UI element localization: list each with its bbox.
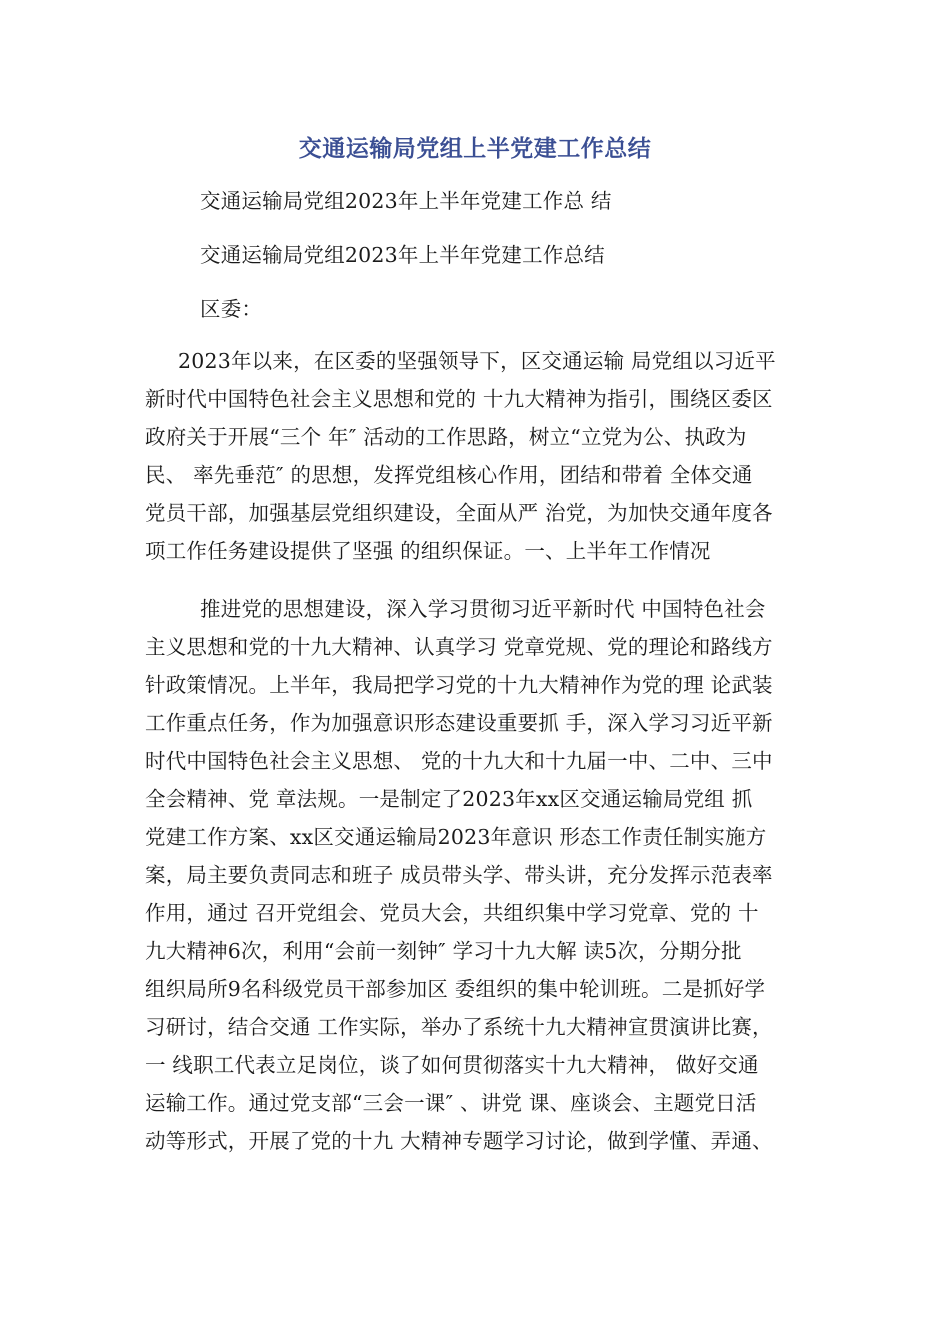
paragraph-line: 九大精神6次，利用“会前一刻钟″ 学习十九大解 读5次，分期分批 xyxy=(145,939,742,963)
paragraph-line: 案，局主要负责同志和班子 成员带头学、带头讲，充分发挥示范表率 xyxy=(145,863,773,887)
paragraph-line: 习研讨，结合交通 工作实际，举办了系统十九大精神宣贯演讲比赛， xyxy=(145,1015,773,1039)
paragraph-line: 项工作任务建设提供了坚强 的组织保证。一、上半年工作情况 xyxy=(145,539,711,563)
paragraph-line: 针政策情况。上半年，我局把学习党的十九大精神作为党的理 论武装 xyxy=(145,673,773,697)
paragraph-line: 运输工作。通过党支部“三会一课″ 、讲党 课、座谈会、主题党日活 xyxy=(145,1091,757,1115)
paragraph-line: 党建工作方案、xx区交通运输局2023年意识 形态工作责任制实施方 xyxy=(145,825,767,849)
paragraph-line: 党员干部，加强基层党组织建设，全面从严 治党，为加快交通年度各 xyxy=(145,501,773,525)
paragraph-line: 政府关于开展“三个 年″ 活动的工作思路，树立“立党为公、执政为 xyxy=(145,425,747,449)
paragraph-line: 组织局所9名科级党员干部参加区 委组织的集中轮训班。二是抓好学 xyxy=(145,977,766,1001)
subtitle-line: 交通运输局党组2023年上半年党建工作总结 xyxy=(200,243,605,267)
paragraph-line: 新时代中国特色社会主义思想和党的 十九大精神为指引，围绕区委区 xyxy=(145,387,773,411)
paragraph-line: 一 线职工代表立足岗位，谈了如何贯彻落实十九大精神， 做好交通 xyxy=(145,1053,759,1077)
paragraph-line: 民、 率先垂范″ 的思想，发挥党组核心作用，团结和带着 全体交通 xyxy=(145,463,753,487)
paragraph-line: 动等形式，开展了党的十九 大精神专题学习讨论，做到学懂、弄通、 xyxy=(145,1129,773,1153)
paragraph-line: 全会精神、党 章法规。一是制定了2023年xx区交通运输局党组 抓 xyxy=(145,787,753,811)
paragraph-line: 主义思想和党的十九大精神、认真学习 党章党规、党的理论和路线方 xyxy=(145,635,773,659)
paragraph-line: 时代中国特色社会主义思想、 党的十九大和十九届一中、二中、三中 xyxy=(145,749,773,773)
document-title: 交通运输局党组上半党建工作总结 xyxy=(298,136,652,162)
paragraph-line: 推进党的思想建设，深入学习贯彻习近平新时代 中国特色社会 xyxy=(200,597,766,621)
paragraph-line: 2023年以来，在区委的坚强领导下，区交通运输 局党组以习近平 xyxy=(178,349,776,373)
paragraph-line: 工作重点任务，作为加强意识形态建设重要抓 手，深入学习习近平新 xyxy=(145,711,773,735)
subtitle-line: 交通运输局党组2023年上半年党建工作总 结 xyxy=(200,189,612,213)
salutation: 区委： xyxy=(200,297,263,321)
paragraph-line: 作用，通过 召开党组会、党员大会，共组织集中学习党章、党的 十 xyxy=(145,901,759,925)
